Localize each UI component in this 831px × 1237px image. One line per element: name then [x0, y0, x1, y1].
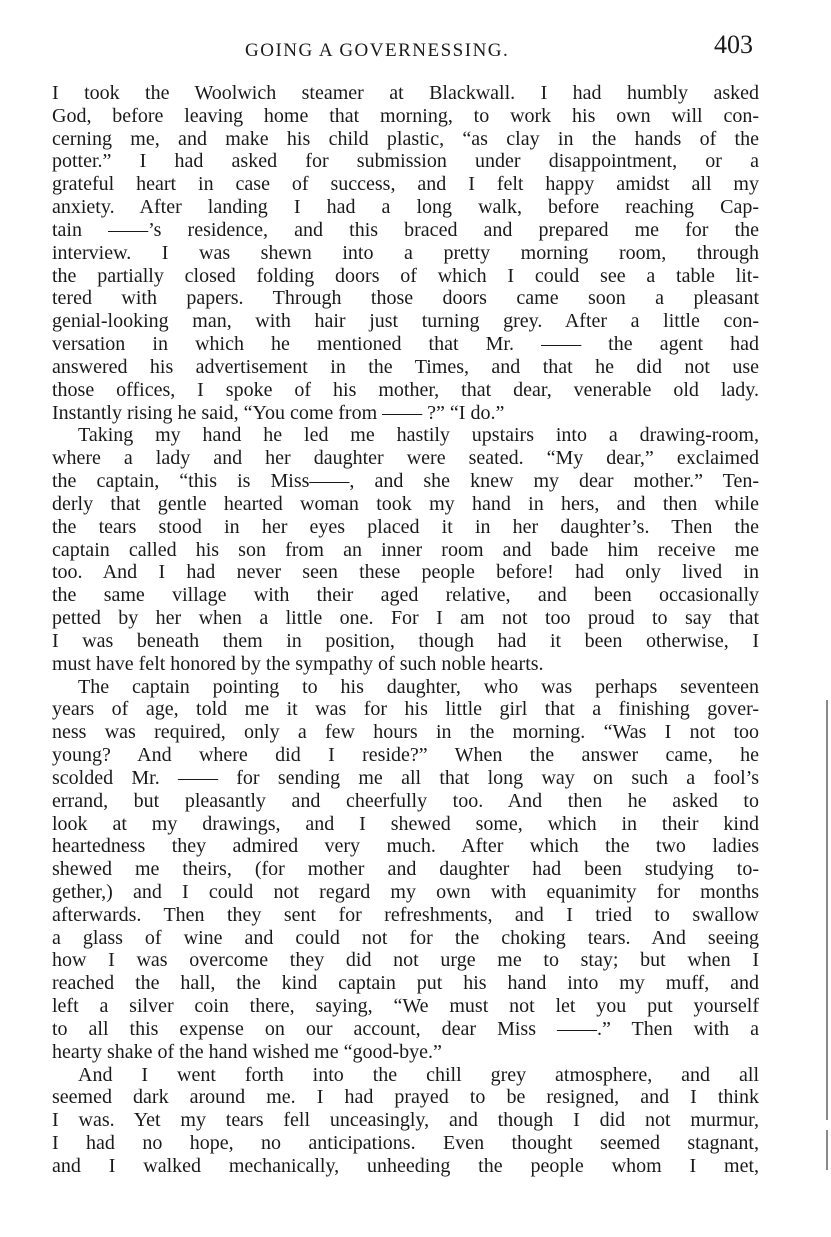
- text-line: errand, but pleasantly and cheerfully too. And then he asked to: [52, 789, 759, 812]
- text-line: tain ——’s residence, and this braced and prepared me for the: [52, 218, 759, 241]
- text-line: and I walked mechanically, unheeding the people whom I met,: [52, 1154, 759, 1177]
- text-line: reached the hall, the kind captain put his hand into my muff, and: [52, 972, 759, 995]
- text-line: derly that gentle hearted woman took my hand in hers, and then while: [52, 492, 759, 515]
- text-line: young? And where did I reside?” When the answer came, he: [52, 744, 759, 767]
- text-line: answered his advertisement in the Times, and that he did not use: [52, 355, 759, 378]
- text-line: look at my drawings, and I shewed some, which in their kind: [52, 812, 759, 835]
- text-line: potter.” I had asked for submission under disappointment, or a: [52, 150, 759, 173]
- text-line: the tears stood in her eyes placed it in her daughter’s. Then the: [52, 515, 759, 538]
- text-line: The captain pointing to his daughter, who was perhaps seventeen: [78, 675, 759, 698]
- running-title: GOING A GOVERNESSING.: [245, 40, 510, 61]
- text-line: genial-looking man, with hair just turning grey. After a little con-: [52, 310, 759, 333]
- text-line: too. And I had never seen these people before! had only lived in: [52, 561, 759, 584]
- page-number: 403: [714, 30, 753, 59]
- text-line: a glass of wine and could not for the choking tears. And seeing: [52, 926, 759, 949]
- text-line: Taking my hand he led me hastily upstairs into a drawing-room,: [78, 424, 759, 447]
- text-line: to all this expense on our account, dear Miss ——.” Then with a: [52, 1017, 759, 1040]
- text-line: God, before leaving home that morning, to work his own will con-: [52, 104, 759, 127]
- text-line: grateful heart in case of success, and I felt happy amidst all my: [52, 173, 759, 196]
- text-line: I had no hope, no anticipations. Even thought seemed stagnant,: [52, 1132, 759, 1155]
- text-line: I was. Yet my tears fell unceasingly, and though I did not murmur,: [52, 1109, 759, 1132]
- text-line: afterwards. Then they sent for refreshments, and I tried to swallow: [52, 903, 759, 926]
- text-line: cerning me, and make his child plastic, “as clay in the hands of the: [52, 127, 759, 150]
- text-line: tered with papers. Through those doors came soon a pleasant: [52, 287, 759, 310]
- text-line: left a silver coin there, saying, “We must not let you put yourself: [52, 995, 759, 1018]
- text-line: how I was overcome they did not urge me to stay; but when I: [52, 949, 759, 972]
- text-line: anxiety. After landing I had a long walk, before reaching Cap-: [52, 196, 759, 219]
- text-line: scolded Mr. —— for sending me all that long way on such a fool’s: [52, 766, 759, 789]
- text-line: heartedness they admired very much. After which the two ladies: [52, 835, 759, 858]
- text-line: hearty shake of the hand wished me “good-bye.”: [52, 1040, 442, 1063]
- text-line: must have felt honored by the sympathy of such noble hearts.: [52, 652, 544, 675]
- text-line: interview. I was shewn into a pretty morning room, through: [52, 241, 759, 264]
- text-line: seemed dark around me. I had prayed to be resigned, and I think: [52, 1086, 759, 1109]
- text-line: I was beneath them in position, though had it been otherwise, I: [52, 629, 759, 652]
- text-line: shewed me theirs, (for mother and daughter had been studying to-: [52, 858, 759, 881]
- text-line: gether,) and I could not regard my own with equanimity for months: [52, 880, 759, 903]
- text-line: petted by her when a little one. For I am not too proud to say that: [52, 607, 759, 630]
- text-line: I took the Woolwich steamer at Blackwall. I had humbly asked: [52, 82, 759, 104]
- text-line: the captain, “this is Miss——, and she knew my dear mother.” Ten-: [52, 470, 759, 493]
- text-line: the partially closed folding doors of which I could see a table lit-: [52, 264, 759, 287]
- text-line: ness was required, only a few hours in the morning. “Was I not too: [52, 721, 759, 744]
- page-edge-shadow: [826, 1130, 828, 1170]
- page-edge-shadow: [826, 700, 828, 1120]
- body-text: [52, 82, 759, 1178]
- text-line: And I went forth into the chill grey atmosphere, and all: [78, 1063, 759, 1086]
- text-line: where a lady and her daughter were seated. “My dear,” exclaimed: [52, 447, 759, 470]
- text-line: versation in which he mentioned that Mr. —— the agent had: [52, 333, 759, 356]
- text-line: years of age, told me it was for his little girl that a finishing gover-: [52, 698, 759, 721]
- text-line: those offices, I spoke of his mother, that dear, venerable old lady.: [52, 378, 759, 401]
- text-line: captain called his son from an inner room and bade him receive me: [52, 538, 759, 561]
- text-line: Instantly rising he said, “You come from —— ?” “I do.”: [52, 401, 505, 424]
- text-line: the same village with their aged relative, and been occasionally: [52, 584, 759, 607]
